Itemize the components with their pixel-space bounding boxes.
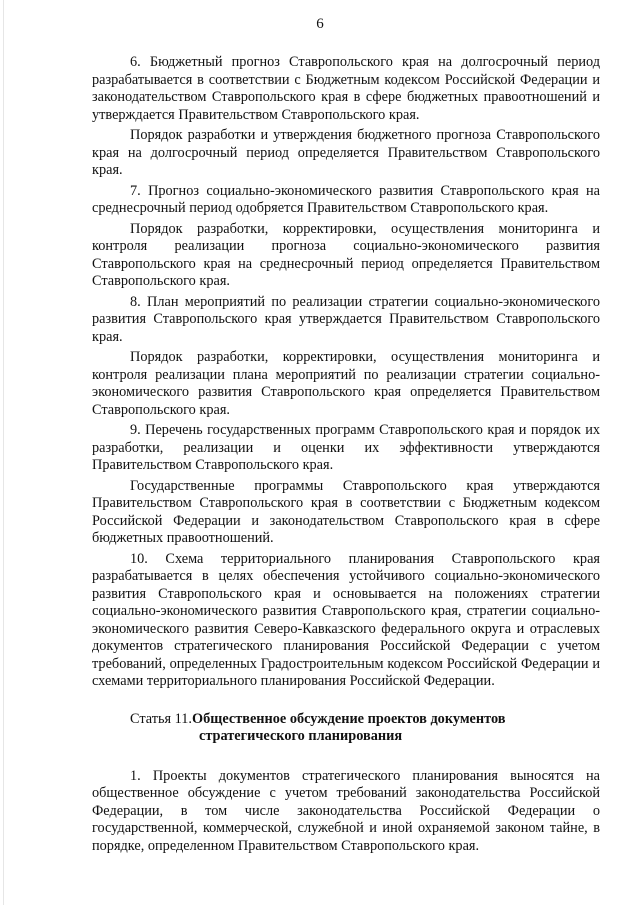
article-label: Статья 11. bbox=[130, 710, 193, 727]
paragraph-plan-procedure: Порядок разработки, корректировки, осуществления мониторинга и контроля реализации плана мероприятий по реализации стратегии социально-экономического развития Ставропольского края определяется Правительством Ставропольского края. bbox=[92, 349, 600, 418]
article-title-line2: стратегического планирования bbox=[199, 728, 403, 744]
paragraph-item-8: 8. План мероприятий по реализации стратегии социально-экономического развития Ставропольского края утверждается Правительством Ставропольского края. bbox=[92, 293, 600, 345]
article-title-line1: Общественное обсуждение проектов документов bbox=[192, 710, 506, 727]
paragraph-state-programs: Государственные программы Ставропольского края утверждаются Правительством Ставропольского края в соответствии с Бюджетным кодексом Российской Федерации и законодательством Ставропольского края в сфере бюджетных правоотношений. bbox=[92, 477, 600, 546]
paragraph-forecast-procedure: Порядок разработки, корректировки, осуществления мониторинга и контроля реализации прогноза социально-экономического развития Ставропольского края на среднесрочный период определяется Правительством Ставропольского края. bbox=[92, 220, 600, 289]
paragraph-item-7: 7. Прогноз социально-экономического развития Ставропольского края на среднесрочный период одобряется Правительством Ставропольского края. bbox=[92, 182, 600, 216]
article-heading bbox=[92, 711, 600, 746]
scan-margin-line bbox=[3, 0, 4, 905]
page-number: 6 bbox=[316, 16, 324, 32]
document-body bbox=[92, 54, 600, 858]
paragraph-item-10: 10. Схема территориального планирования Ставропольского края разрабатывается в целях обеспечения устойчивого социально-экономического развития Ставропольского края и основывается на положениях стратегии социально-экономического развития Ставропольского края, стратегии социально-экономического развития Северо-Кавказского федерального округа и отраслевых документов стратегического планирования Российской Федерации с учетом требований, определенных Градостроительным кодексом Российской Федерации и схемами территориального планирования Российской Федерации. bbox=[92, 550, 600, 689]
paragraph-budget-forecast-procedure: Порядок разработки и утверждения бюджетного прогноза Ставропольского края на долгосрочный период определяется Правительством Ставропольского края. bbox=[92, 127, 600, 178]
paragraph-article11-item-1: 1. Проекты документов стратегического планирования выносятся на общественное обсуждение с учетом требований законодательства Российской Федерации, в том числе законодательства Российской Федерации о государственной, коммерческой, служебной и иной охраняемой законом тайне, в порядке, определенном Правительством Ставропольского края. bbox=[92, 767, 600, 854]
paragraph-item-6: 6. Бюджетный прогноз Ставропольского края на долгосрочный период разрабатывается в соответствии с Бюджетным кодексом Российской Федерации и законодательством Ставропольского края в сфере бюджетных правоотношений и утверждается Правительством Ставропольского края. bbox=[92, 54, 600, 123]
paragraph-item-9: 9. Перечень государственных программ Ставропольского края и порядок их разработки, реализации и оценки их эффективности утверждаются Правительством Ставропольского края. bbox=[92, 422, 600, 473]
